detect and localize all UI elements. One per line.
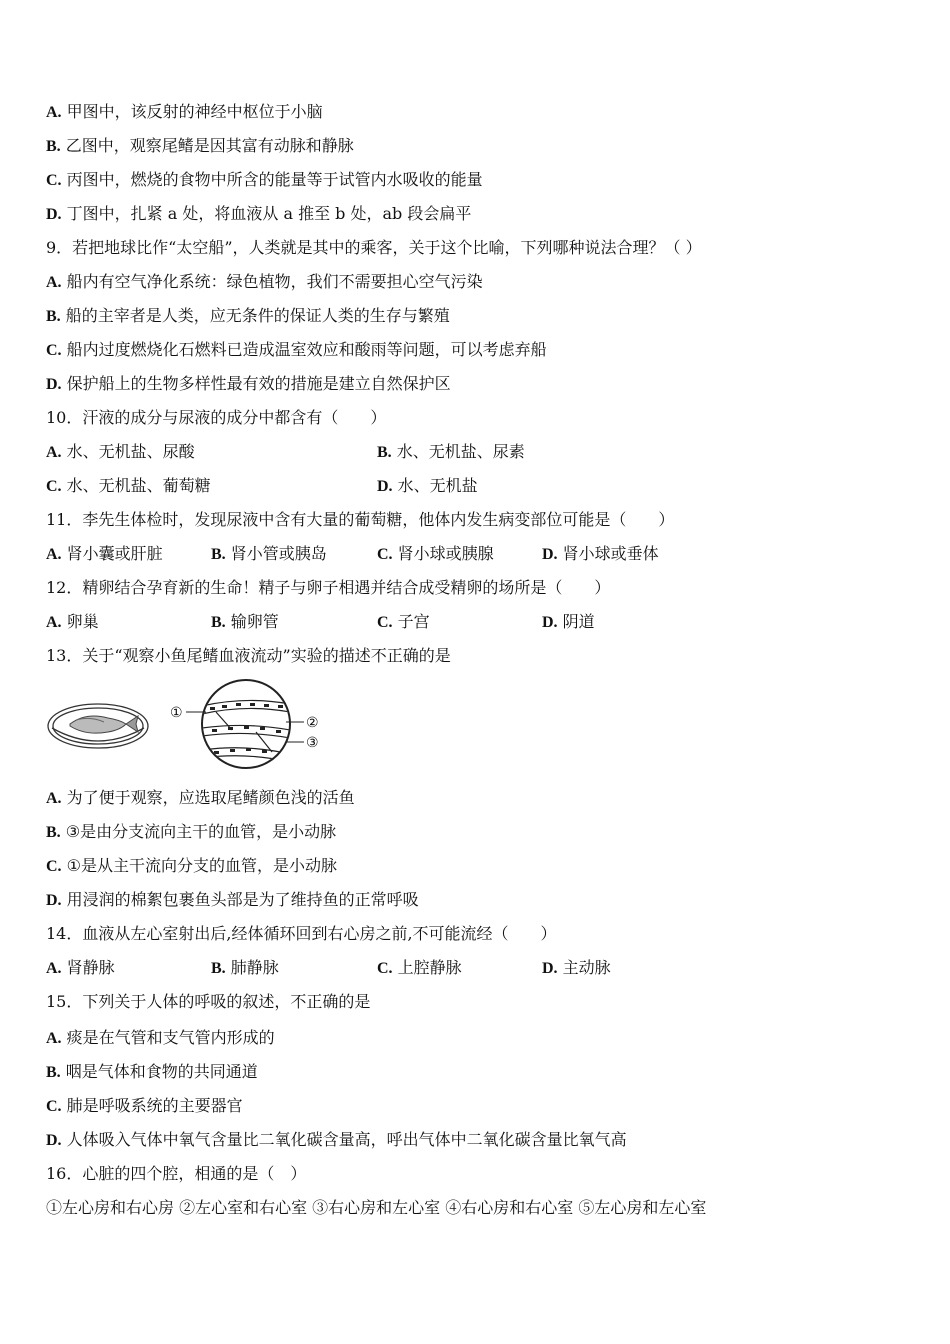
q13-option-c: C. ①是从主干流向分支的血管，是小动脉 — [46, 856, 338, 875]
fish-tail-figure — [46, 676, 326, 776]
q10-option-b: B. 水、无机盐、尿素 — [377, 442, 525, 461]
q8-option-b: B. 乙图中，观察尾鳍是因其富有动脉和静脉 — [46, 136, 354, 155]
q11-option-a: A. 肾小囊或肝脏 — [46, 544, 163, 563]
q9-option-a: A. 船内有空气净化系统：绿色植物，我们不需要担心空气污染 — [46, 272, 483, 291]
q13-option-b: B. ③是由分支流向主干的血管，是小动脉 — [46, 822, 337, 841]
magnified-view — [202, 680, 290, 768]
q8-option-d: D. 丁图中，扎紧 a 处，将血液从 a 推至 b 处，ab 段会扁平 — [46, 204, 472, 223]
q11-option-d: D. 肾小球或垂体 — [542, 544, 659, 563]
q15-option-b: B. 咽是气体和食物的共同通道 — [46, 1062, 258, 1081]
q12-stem: 12．精卵结合孕育新的生命！精子与卵子相遇并结合成受精卵的场所是（ ） — [46, 578, 611, 597]
q12-option-a: A. 卵巢 — [46, 612, 99, 631]
q8-option-a: A. 甲图中，该反射的神经中枢位于小脑 — [46, 102, 323, 121]
q10-option-a: A. 水、无机盐、尿酸 — [46, 442, 195, 461]
q13-stem: 13．关于“观察小鱼尾鳍血液流动”实验的描述不正确的是 — [46, 646, 451, 665]
q12-option-b: B. 输卵管 — [211, 612, 279, 631]
q15-option-c: C. 肺是呼吸系统的主要器官 — [46, 1096, 243, 1115]
q16-stem: 16．心脏的四个腔，相通的是（ ） — [46, 1164, 307, 1183]
q9-option-b: B. 船的主宰者是人类，应无条件的保证人类的生存与繁殖 — [46, 306, 450, 325]
q16-choices: ①左心房和右心房 ②左心室和右心室 ③右心房和左心室 ④右心房和右心室 ⑤左心房和左心室 — [46, 1198, 707, 1217]
q14-option-a: A. 肾静脉 — [46, 958, 115, 977]
figure-label-2: ② — [306, 715, 319, 731]
q12-option-d: D. 阴道 — [542, 612, 595, 631]
q9-stem: 9．若把地球比作“太空船”，人类就是其中的乘客，关于这个比喻，下列哪种说法合理？（ ） — [46, 238, 702, 257]
figure-label-3: ③ — [306, 735, 319, 751]
q10-stem: 10．汗液的成分与尿液的成分中都含有（ ） — [46, 408, 387, 427]
q12-option-c: C. 子宫 — [377, 612, 430, 631]
q14-option-c: C. 上腔静脉 — [377, 958, 462, 977]
q14-option-d: D. 主动脉 — [542, 958, 611, 977]
fish-tail-illustration — [46, 676, 326, 776]
q11-stem: 11．李先生体检时，发现尿液中含有大量的葡萄糖，他体内发生病变部位可能是（ ） — [46, 510, 675, 529]
q14-option-b: B. 肺静脉 — [211, 958, 279, 977]
q11-option-c: C. 肾小球或胰腺 — [377, 544, 494, 563]
q15-option-a: A. 痰是在气管和支气管内形成的 — [46, 1028, 275, 1047]
q15-stem: 15．下列关于人体的呼吸的叙述，不正确的是 — [46, 992, 371, 1011]
q10-option-c: C. 水、无机盐、葡萄糖 — [46, 476, 211, 495]
figure-label-1: ① — [170, 705, 183, 721]
q8-option-c: C. 丙图中，燃烧的食物中所含的能量等于试管内水吸收的能量 — [46, 170, 483, 189]
q9-option-c: C. 船内过度燃烧化石燃料已造成温室效应和酸雨等问题，可以考虑弃船 — [46, 340, 547, 359]
q11-option-b: B. 肾小管或胰岛 — [211, 544, 327, 563]
q15-option-d: D. 人体吸入气体中氧气含量比二氧化碳含量高，呼出气体中二氧化碳含量比氧气高 — [46, 1130, 627, 1149]
q13-option-a: A. 为了便于观察，应选取尾鳍颜色浅的活鱼 — [46, 788, 355, 807]
q14-stem: 14．血液从左心室射出后,经体循环回到右心房之前,不可能流经（ ） — [46, 924, 557, 943]
q10-option-d: D. 水、无机盐 — [377, 476, 478, 495]
q13-option-d: D. 用浸润的棉絮包裹鱼头部是为了维持鱼的正常呼吸 — [46, 890, 419, 909]
fish-icon — [70, 716, 138, 733]
q9-option-d: D. 保护船上的生物多样性最有效的措施是建立自然保护区 — [46, 374, 451, 393]
